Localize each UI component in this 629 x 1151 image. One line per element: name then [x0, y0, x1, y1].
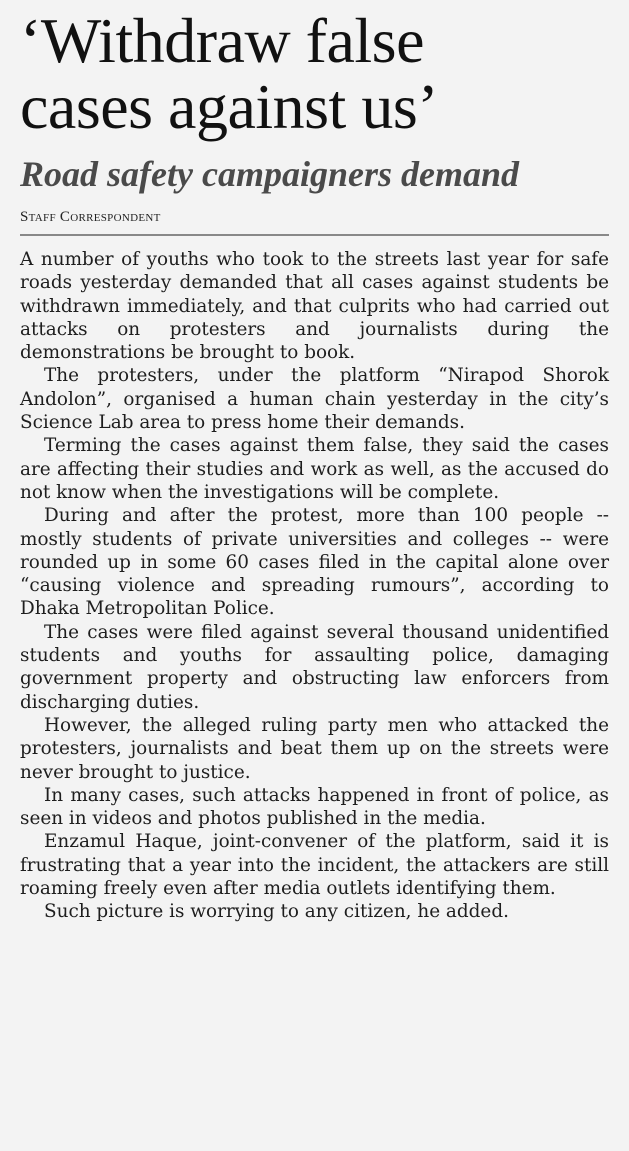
paragraph-2: The protesters, under the platform “Nirapod Shorok Andolon”, organised a human chain yesterday in the city’s Science Lab area to press home their demands.: [20, 365, 609, 434]
paragraph-3: Terming the cases against them false, they said the cases are affecting their studies and work as well, as the accused do not know when the investigations will be complete.: [20, 435, 609, 503]
byline: Staff Correspondent: [20, 209, 161, 225]
paragraph-8: Enzamul Haque, joint-convener of the platform, said it is frustrating that a year into the incident, the attackers are still roaming freely even after media outlets identifying them.: [20, 831, 609, 900]
headline: [20, 5, 609, 142]
subheadline: Road safety campaigners demand: [20, 154, 519, 194]
paragraph-7: In many cases, such attacks happened in front of police, as seen in videos and photos published in the media.: [20, 784, 609, 830]
byline-divider: [20, 234, 609, 236]
paragraph-4: During and after the protest, more than 100 people -- mostly students of private universities and colleges -- were rounded up in some 60 cases filed in the capital alone over “causing violence and spreading rumours”, according to Dhaka Metropolitan Police.: [20, 505, 609, 620]
paragraph-5: The cases were filed against several thousand unidentified students and youths for assaulting police, damaging government property and obstructing law enforcers from discharging duties.: [20, 621, 609, 713]
paragraph-6: However, the alleged ruling party men who attacked the protesters, journalists and beat them up on the streets were never brought to justice.: [20, 714, 609, 783]
paragraph-1: A number of youths who took to the streets last year for safe roads yesterday demanded that all cases against students be withdrawn immediately, and that culprits who had carried out attacks on protesters and journalists during the demonstrations be brought to book.: [20, 249, 609, 364]
headline-line-1: ‘Withdraw false: [20, 5, 424, 76]
paragraph-9: Such picture is worrying to any citizen, he added.: [44, 901, 509, 923]
article-body: [20, 248, 609, 924]
headline-line-2: cases against us’: [20, 71, 439, 142]
